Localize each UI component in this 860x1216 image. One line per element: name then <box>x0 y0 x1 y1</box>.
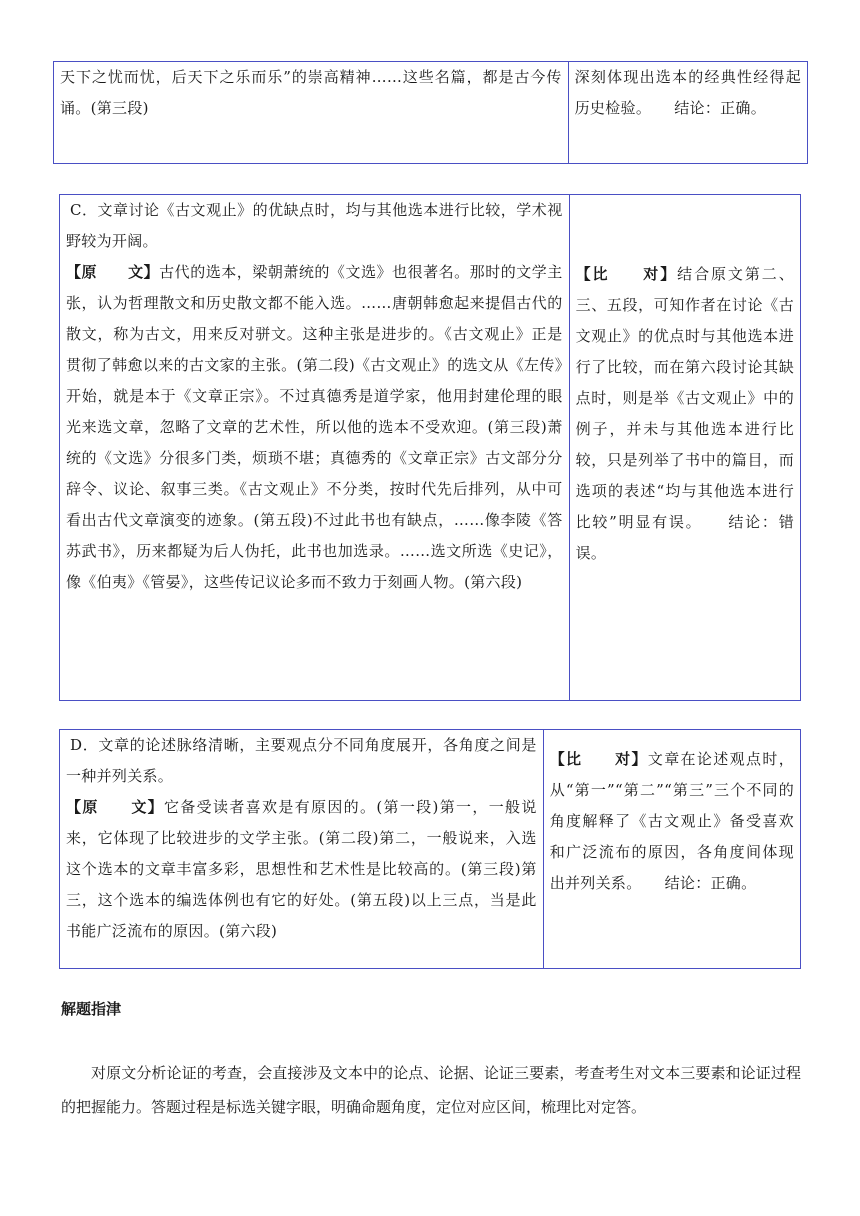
compare-cell <box>543 730 800 968</box>
option-c-text: C．文章讨论《古文观止》的优缺点时，均与其他选本进行比较，学术视野较为开阔。 <box>66 201 563 250</box>
table-row-d <box>59 729 801 969</box>
source-cell <box>54 62 568 163</box>
source-text: 古代的选本，梁朝萧统的《文选》也很著名。那时的文学主张，认为哲理散文和历史散文都不能入选。……唐朝韩愈起来提倡古代的散文，称为古文，用来反对骈文。这种主张是进步的。《古文观止》正是贯彻了韩愈以来的古文家的主张。(第二段)《古文观止》的选文从《左传》开始，就是本于《文章正宗》。不过真德秀是道学家，他用封建伦理的眼光来选文章，忽略了文章的艺术性，所以他的选本不受欢迎。(第三段)萧统的《文选》分很多门类，烦琐不堪；真德秀的《文章正宗》古文部分分辞令、议论、叙事三类。《古文观止》不分类，按时代先后排列，从中可看出古代文章演变的迹象。(第五段)不过此书也有缺点，……像李陵《答苏武书》，历来都疑为后人伪托，此书也加选录。……选文所选《史记》，像《伯夷》《管晏》，这些传记议论多而不致力于刻画人物。(第六段) <box>66 263 563 591</box>
compare-cell <box>569 195 800 700</box>
source-paragraph <box>66 257 563 598</box>
compare-paragraph <box>550 744 794 899</box>
source-text: 它备受读者喜欢是有原因的。(第一段)第一，一般说来，它体现了比较进步的文学主张。(第二段)第二，一般说来，入选这个选本的文章丰富多彩，思想性和艺术性是比较高的。(第三段)第三，这个选本的编选体例也有它的好处。(第五段)以上三点，当是此书能广泛流布的原因。(第六段) <box>66 798 537 940</box>
source-cell <box>60 195 569 700</box>
table-row-c <box>59 194 801 701</box>
compare-tag: 【比 对】 <box>549 750 648 768</box>
compare-text: 结合原文第二、三、五段，可知作者在讨论《古文观止》的优点时与其他选本进行了比较，而在第六段讨论其缺点时，则是举《古文观止》中的例子，并未与其他选本进行比较，只是列举了书中的篇目，而选项的表述“均与其他选本进行比较”明显有误。 结论：错误。 <box>575 265 794 562</box>
compare-paragraph <box>576 259 794 569</box>
option-d-text: D．文章的论述脉络清晰，主要观点分不同角度展开，各角度之间是一种并列关系。 <box>66 736 537 785</box>
compare-text: 深刻体现出选本的经典性经得起历史检验。 结论：正确。 <box>574 68 801 117</box>
compare-text: 文章在论述观点时，从“第一”“第二”“第三”三个不同的角度解释了《古文观止》备受喜欢和广泛流布的原因，各角度间体现出并列关系。 结论：正确。 <box>549 750 794 892</box>
source-text: 天下之忧而忧，后天下之乐而乐”的崇高精神……这些名篇，都是古今传诵。(第三段) <box>60 68 562 117</box>
source-cell <box>60 730 543 968</box>
guide-body: 对原文分析论证的考查，会直接涉及文本中的论点、论据、论证三要素，考查考生对文本三要素和论证过程的把握能力。答题过程是标选关键字眼，明确命题角度，定位对应区间，梳理比对定答。 <box>61 1064 801 1116</box>
source-tag: 【原 文】 <box>66 798 165 816</box>
compare-cell <box>568 62 807 163</box>
guide-title: 解题指津 <box>61 1000 122 1018</box>
table-row-b-continued <box>53 61 808 164</box>
source-paragraph <box>66 792 537 947</box>
source-tag: 【原 文】 <box>66 263 160 281</box>
compare-tag: 【比 对】 <box>575 265 678 283</box>
